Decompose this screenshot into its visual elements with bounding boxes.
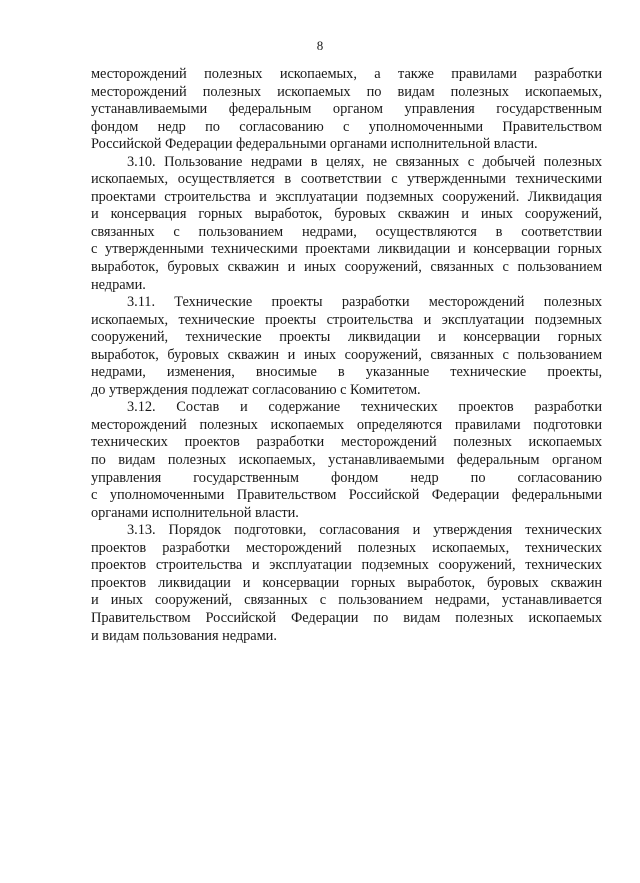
- text-line: Российской Федерации федеральными органами исполнительной власти.: [91, 136, 538, 153]
- text-line: до утверждения подлежат согласованию с Комитетом.: [91, 381, 421, 398]
- page-number: 8: [316, 38, 324, 53]
- text-line: и консервация горных выработок, буровых скважин и иных сооружений,: [91, 206, 602, 223]
- text-line: недрами, изменения, вносимые в указанные технические проекты,: [91, 364, 602, 381]
- text-line: связанных с пользованием недрами, осуществляются в соответствии: [91, 223, 602, 240]
- text-line: 3.10. Пользование недрами в целях, не связанных с добычей полезных: [127, 153, 602, 170]
- paragraph-clause-3-12: [91, 399, 602, 522]
- text-line: недрами.: [91, 276, 146, 293]
- text-line: с утвержденными техническими проектами ликвидации и консервации горных: [91, 241, 602, 258]
- text-line: проектов ликвидации и консервации горных выработок, буровых скважин: [91, 574, 602, 591]
- text-line: проектов разработки месторождений полезных ископаемых, технических: [91, 539, 602, 556]
- text-line: сооружений, технические проекты ликвидации и консервации горных: [91, 329, 602, 346]
- text-line: управления государственным фондом недр по согласованию: [91, 469, 602, 486]
- text-line: ископаемых, технические проекты строительства и эксплуатации подземных: [91, 311, 602, 328]
- text-line: с уполномоченными Правительством Российской Федерации федеральными: [91, 487, 602, 504]
- text-line: месторождений полезных ископаемых определяются правилами подготовки: [91, 416, 602, 433]
- document-body: [91, 66, 602, 645]
- text-line: и видам пользования недрами.: [91, 627, 277, 644]
- text-line: выработок, буровых скважин и иных сооружений, связанных с пользованием: [91, 259, 602, 276]
- paragraph-clause-3-10: [91, 154, 602, 294]
- text-line: месторождений полезных ископаемых по видам полезных ископаемых,: [91, 83, 602, 100]
- text-line: ископаемых, осуществляется в соответствии с утвержденными техническими: [91, 171, 602, 188]
- paragraph-clause-3-11: [91, 294, 602, 399]
- paragraph-clause-3-13: [91, 522, 602, 645]
- text-line: фондом недр по согласованию с уполномоченными Правительством: [91, 118, 602, 135]
- text-line: проектами строительства и эксплуатации подземных сооружений. Ликвидация: [91, 188, 602, 205]
- text-line: 3.13. Порядок подготовки, согласования и утверждения технических: [127, 522, 602, 539]
- text-line: и иных сооружений, связанных с пользованием недрами, устанавливается: [91, 592, 602, 609]
- text-line: проектов строительства и эксплуатации подземных сооружений, технических: [91, 557, 602, 574]
- text-line: выработок, буровых скважин и иных сооружений, связанных с пользованием: [91, 346, 602, 363]
- text-line: Правительством Российской Федерации по видам полезных ископаемых: [91, 609, 602, 626]
- text-line: 3.11. Технические проекты разработки месторождений полезных: [127, 294, 602, 311]
- paragraph-continuation: [91, 66, 602, 154]
- text-line: по видам полезных ископаемых, устанавливаемыми федеральным органом: [91, 452, 602, 469]
- text-line: технических проектов разработки месторождений полезных ископаемых: [91, 434, 602, 451]
- text-line: 3.12. Состав и содержание технических проектов разработки: [127, 399, 602, 416]
- text-line: органами исполнительной власти.: [91, 504, 299, 521]
- text-line: устанавливаемыми федеральным органом управления государственным: [91, 101, 602, 118]
- text-line: месторождений полезных ископаемых, а также правилами разработки: [91, 66, 602, 82]
